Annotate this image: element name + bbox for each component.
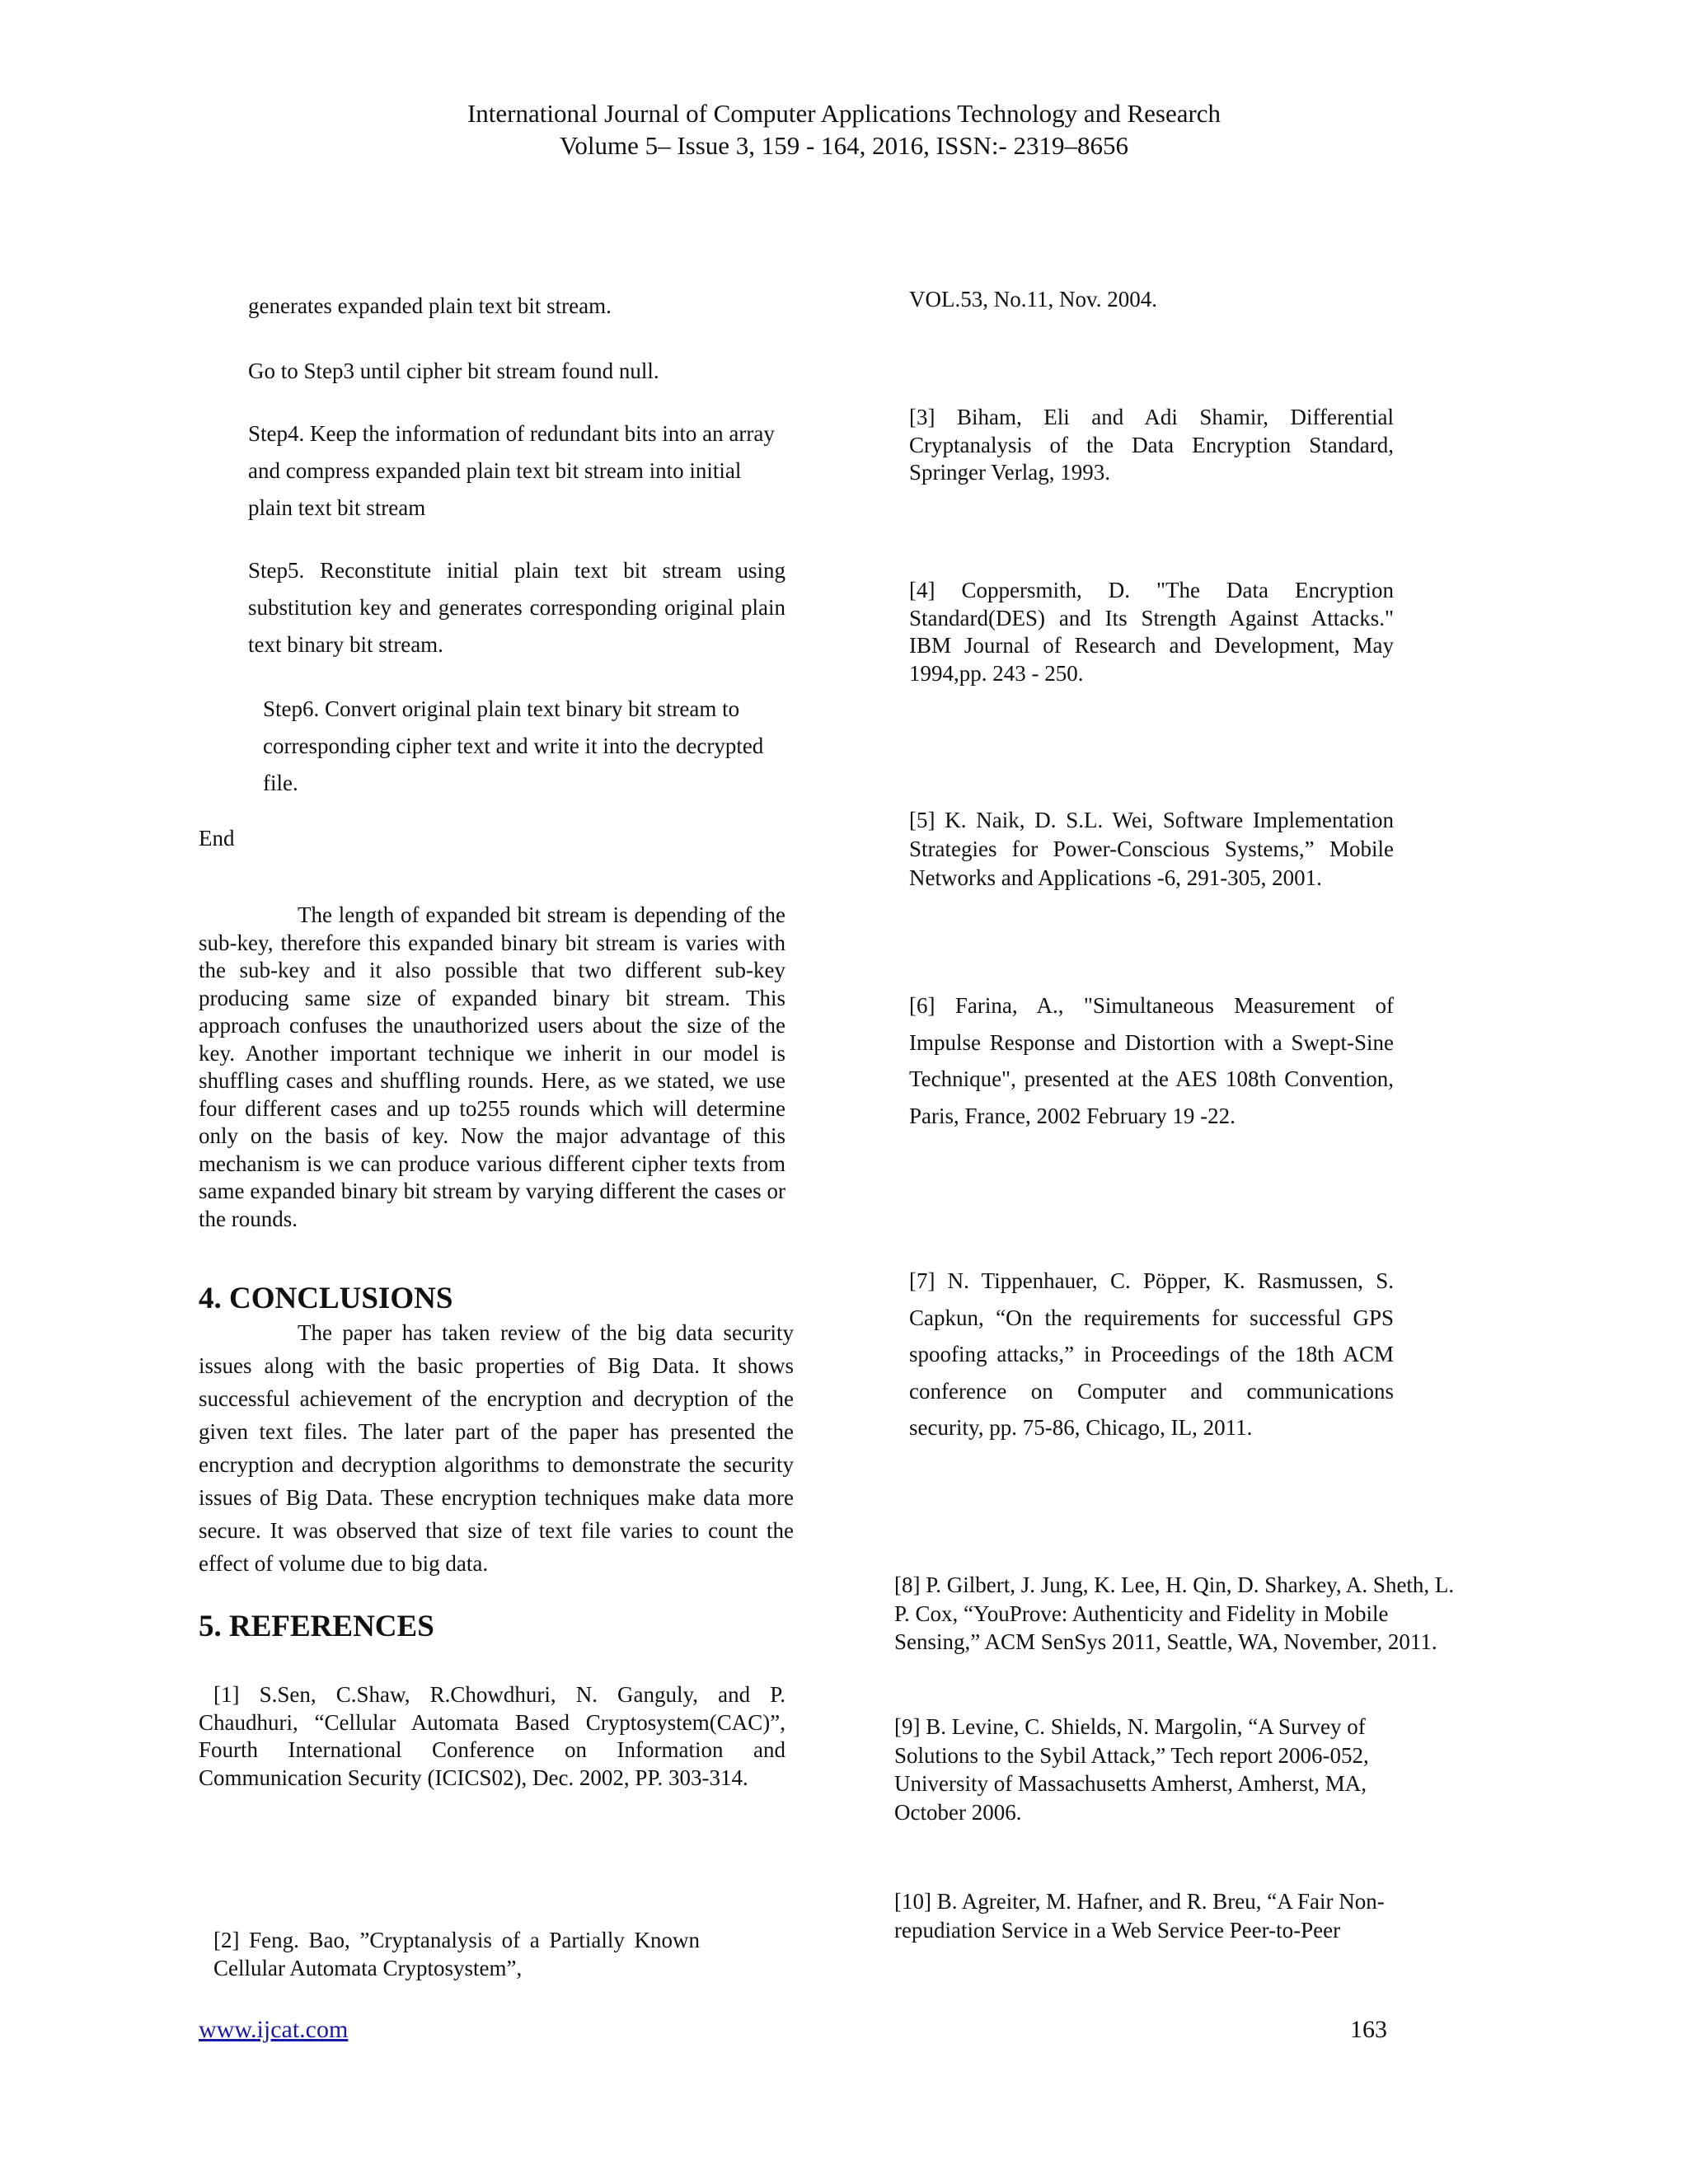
reference-10: [10] B. Agreiter, M. Hafner, and R. Breu, “A Fair Non-repudiation Service in a Web Service Peer-to-Peer [894,1889,1385,1943]
step5: Step5. Reconstitute initial plain text bit stream using substitution key and generates corresponding original plain text binary bit stream. [248,558,785,657]
end-label: End [199,826,235,851]
reference-5: [5] K. Naik, D. S.L. Wei, Software Implementation Strategies for Power-Conscious Systems,” Mobile Networks and Applications -6, 291-305, 2001. [909,808,1394,890]
references-heading: 5. REFERENCES [199,1610,434,1643]
step3-continuation: generates expanded plain text bit stream. [248,293,612,318]
reference-2: [2] Feng. Bao, ”Cryptanalysis of a Partially Known Cellular Automata Cryptosystem”, [213,1928,700,1980]
goto-step3: Go to Step3 until cipher bit stream found null. [248,359,659,383]
reference-9: [9] B. Levine, C. Shields, N. Margolin, “A Survey of Solutions to the Sybil Attack,” Tech report 2006-052, University of Massachusetts Amherst, Amherst, MA, October 2006. [894,1714,1369,1825]
journal-title: International Journal of Computer Applications Technology and Research [467,99,1221,128]
step4: Step4. Keep the information of redundant bits into an array and compress expanded plain text bit stream into initial plain text bit stream [248,421,775,520]
conclusions-text: The paper has taken review of the big data security issues along with the basic properties of Big Data. It shows successful achievement of the encryption and decryption of the given text files. The later part of the paper has presented the encryption and decryption algorithms to demonstrate the security issues of Big Data. These encryption techniques make data more secure. It was observed that size of text file varies to count the effect of volume due to big data. [199,1320,794,1576]
journal-website-link[interactable]: www.ijcat.com [199,2016,349,2043]
reference-3: [3] Biham, Eli and Adi Shamir, Differential Cryptanalysis of the Data Encryption Standard, Springer Verlag, 1993. [909,405,1394,485]
reference-4: [4] Coppersmith, D. "The Data Encryption Standard(DES) and Its Strength Against Attacks." IBM Journal of Research and Development, May 1994,pp. 243 - 250. [909,578,1394,686]
body-paragraph: The length of expanded bit stream is depending of the sub-key, therefore this expanded binary bit stream is varies with the sub-key and it also possible that two different sub-key producing same size of expanded binary bit stream. This approach confuses the unauthorized users about the size of the key. Another important technique we inherit in our model is shuffling cases and shuffling rounds. Here, as we stated, we use four different cases and up to255 rounds which will determine only on the basis of key. Now the major advantage of this mechanism is we can produce various different cipher texts from same expanded binary bit stream by varying different the cases or the rounds. [199,902,785,1231]
conclusions-heading: 4. CONCLUSIONS [199,1282,453,1315]
reference-7: [7] N. Tippenhauer, C. Pöpper, K. Rasmussen, S. Capkun, “On the requirements for successful GPS spoofing attacks,” in Proceedings of the 18th ACM conference on Computer and communications security, pp. 75-86, Chicago, IL, 2011. [909,1268,1394,1440]
reference-1: [1] S.Sen, C.Shaw, R.Chowdhuri, N. Ganguly, and P. Chaudhuri, “Cellular Automata Based Cryptosystem(CAC)”, Fourth International Conference on Information and Communication Security (ICICS02), Dec. 2002, PP. 303-314. [199,1682,785,1790]
page-number: 163 [1350,2016,1387,2043]
volume-info: Volume 5– Issue 3, 159 - 164, 2016, ISSN:- 2319–8656 [559,131,1129,160]
reference-8: [8] P. Gilbert, J. Jung, K. Lee, H. Qin, D. Sharkey, A. Sheth, L. P. Cox, “YouProve: Authenticity and Fidelity in Mobile Sensing,” ACM SenSys 2011, Seattle, WA, November, 2011. [894,1572,1455,1654]
reference-2-continued: VOL.53, No.11, Nov. 2004. [909,287,1157,312]
step6: Step6. Convert original plain text binary bit stream to corresponding cipher text and write it into the decrypted file. [263,696,764,795]
reference-6: [6] Farina, A., "Simultaneous Measurement of Impulse Response and Distortion with a Swept-Sine Technique", presented at the AES 108th Convention, Paris, France, 2002 February 19 -22. [909,993,1394,1128]
